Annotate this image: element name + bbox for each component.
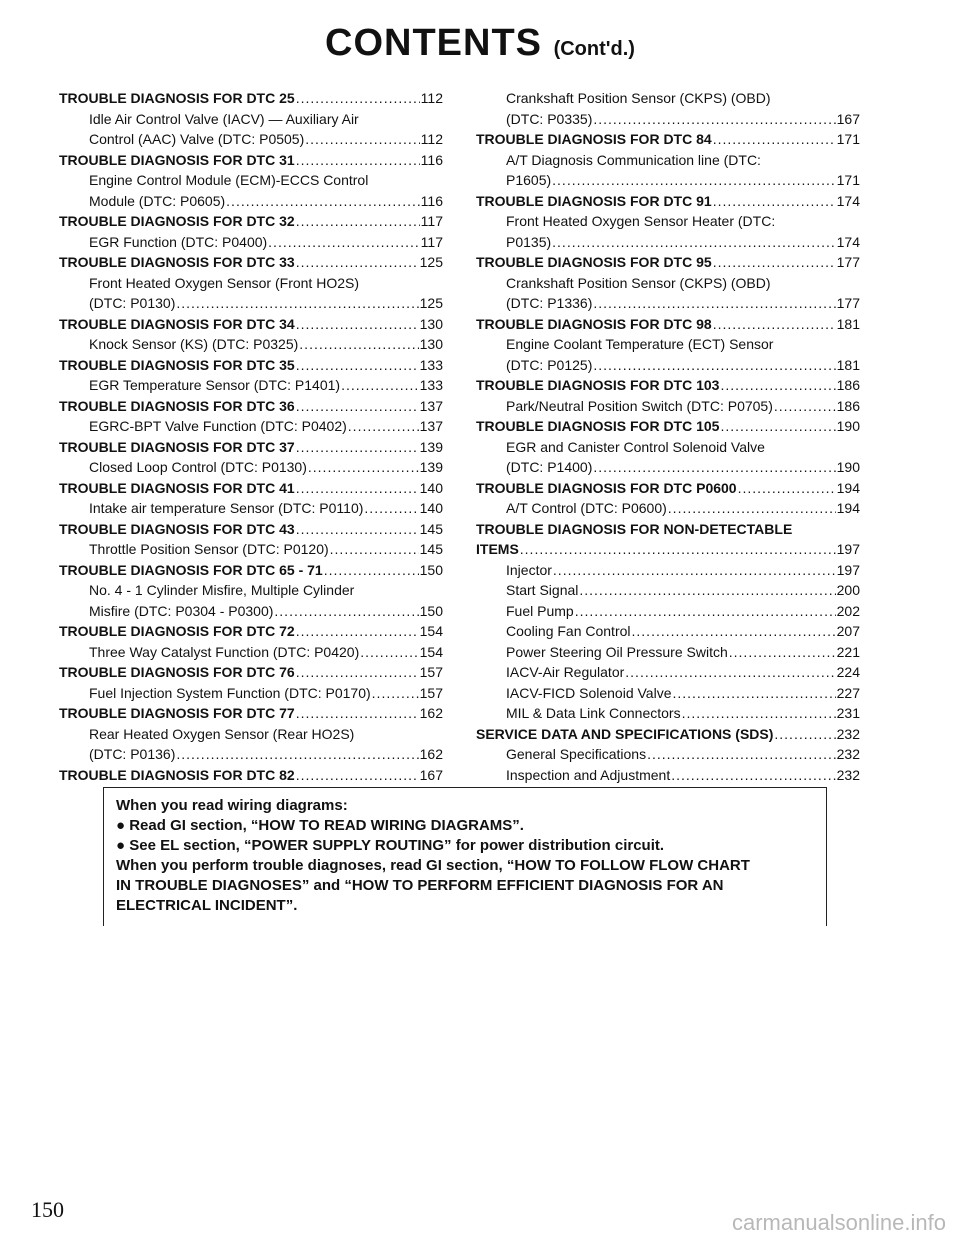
toc-page-number: 157 (419, 684, 443, 701)
toc-section-heading (476, 191, 860, 212)
toc-page-number: 181 (836, 356, 860, 373)
note-line: When you perform trouble diagnoses, read GI section, “HOW TO FOLLOW FLOW CHART (116, 857, 750, 874)
dot-leader (593, 293, 835, 314)
toc-entry (59, 416, 443, 437)
toc-entry-title: A/T Control (DTC: P0600) (506, 500, 667, 516)
toc-page-number: 202 (836, 602, 860, 619)
dot-leader (671, 765, 835, 786)
toc-entry-title: MIL & Data Link Connectors (506, 705, 681, 721)
dot-leader (176, 744, 418, 765)
toc-entry-title: TROUBLE DIAGNOSIS FOR DTC 43 (59, 520, 295, 537)
toc-section-heading (59, 396, 443, 417)
toc-section-heading (59, 150, 443, 171)
toc-entry-title: TROUBLE DIAGNOSIS FOR DTC 34 (59, 315, 295, 332)
toc-entry (476, 498, 860, 519)
toc-entry-title: Throttle Position Sensor (DTC: P0120) (89, 541, 329, 557)
toc-entry-title: TROUBLE DIAGNOSIS FOR DTC 77 (59, 705, 295, 721)
toc-entry-title: TROUBLE DIAGNOSIS FOR DTC 31 (59, 151, 295, 168)
toc-section-heading (476, 416, 860, 437)
dot-leader (579, 580, 835, 601)
toc-page-number: 194 (836, 500, 860, 516)
toc-entry-title: TROUBLE DIAGNOSIS FOR DTC 76 (59, 664, 295, 680)
toc-entry-title: TROUBLE DIAGNOSIS FOR DTC 35 (59, 356, 295, 373)
toc-entry-title: TROUBLE DIAGNOSIS FOR DTC 36 (59, 397, 295, 414)
toc-entry-title: Closed Loop Control (DTC: P0130) (89, 459, 307, 475)
toc-section-heading (476, 314, 860, 335)
toc-page-number: 207 (836, 623, 860, 639)
toc-section-heading (59, 662, 443, 683)
note-line: ● See EL section, “POWER SUPPLY ROUTING” for power distribution circuit. (116, 837, 665, 854)
dot-leader (593, 355, 835, 376)
toc-page-number: 221 (836, 643, 860, 660)
toc-section-heading (59, 355, 443, 376)
toc-section-heading (59, 252, 443, 273)
dot-leader (552, 232, 835, 253)
dot-leader (348, 416, 419, 437)
toc-entry-title: Start Signal (506, 582, 579, 598)
toc-section-heading (59, 88, 443, 109)
dot-leader (296, 88, 420, 109)
dot-leader (296, 621, 419, 642)
toc-entry (476, 621, 860, 642)
dot-leader (360, 642, 418, 663)
toc-entry-title: Control (AAC) Valve (DTC: P0505) (89, 131, 305, 147)
toc-page-number: 150 (419, 561, 443, 578)
toc-entry-title: A/T Diagnosis Communication line (DTC: (506, 151, 761, 168)
toc-entry-title: TROUBLE DIAGNOSIS FOR DTC 105 (476, 418, 720, 434)
toc-page-number: 116 (420, 192, 443, 209)
toc-page-number: 171 (836, 131, 860, 147)
page-title (0, 22, 960, 65)
toc-page-number: 197 (836, 561, 860, 578)
toc-entry-title: Knock Sensor (KS) (DTC: P0325) (89, 336, 299, 352)
toc-page-number: 174 (836, 192, 860, 209)
toc-page-number: 150 (419, 602, 443, 619)
toc-entry-title: (DTC: P1336) (506, 295, 593, 311)
toc-page-number: 162 (419, 746, 443, 762)
toc-section-heading (59, 211, 443, 232)
toc-entry (476, 744, 860, 765)
dot-leader (296, 437, 419, 458)
dot-leader (296, 703, 419, 724)
toc-page-number: 194 (836, 479, 860, 496)
toc-entry (59, 109, 443, 130)
toc-section-heading (476, 252, 860, 273)
toc-entry (476, 232, 860, 253)
toc-entry (59, 601, 443, 622)
toc-entry (59, 232, 443, 253)
toc-entry (476, 211, 860, 232)
toc-page-number: 162 (419, 705, 443, 721)
toc-page-number: 139 (419, 459, 443, 475)
toc-page-number: 197 (836, 541, 860, 557)
toc-page-number: 130 (419, 336, 443, 352)
toc-page-number: 174 (836, 233, 860, 250)
toc-page-number: 125 (419, 295, 443, 311)
toc-entry (476, 662, 860, 683)
toc-entry (476, 88, 860, 109)
toc-page-number: 112 (420, 131, 443, 147)
dot-leader (296, 478, 419, 499)
toc-section-heading (476, 519, 860, 540)
toc-entry-title: TROUBLE DIAGNOSIS FOR DTC 82 (59, 766, 295, 783)
toc-page-number: 186 (836, 377, 860, 393)
toc-entry-title: Cooling Fan Control (506, 623, 631, 639)
toc-entry-title: EGR Temperature Sensor (DTC: P1401) (89, 377, 341, 393)
toc-entry (59, 191, 443, 212)
toc-page-number: 112 (420, 90, 443, 106)
toc-section-heading (59, 519, 443, 540)
toc-entry-title: TROUBLE DIAGNOSIS FOR DTC 103 (476, 377, 720, 393)
toc-entry (476, 560, 860, 581)
toc-page-number: 130 (419, 315, 443, 332)
toc-entry (476, 170, 860, 191)
dot-leader (274, 601, 418, 622)
toc-entry-title: EGR Function (DTC: P0400) (89, 233, 268, 250)
dot-leader (296, 314, 419, 335)
dot-leader (593, 457, 835, 478)
toc-entry-title: TROUBLE DIAGNOSIS FOR DTC 37 (59, 438, 295, 455)
toc-entry-title: TROUBLE DIAGNOSIS FOR DTC 95 (476, 254, 712, 270)
dot-leader (682, 703, 836, 724)
dot-leader (774, 396, 836, 417)
toc-entry (476, 765, 860, 786)
toc-section-heading (476, 375, 860, 396)
toc-entry (476, 437, 860, 458)
toc-entry-title: (DTC: P0136) (89, 746, 176, 762)
dot-leader (552, 170, 835, 191)
toc-entry (476, 642, 860, 663)
toc-entry-title: (DTC: P0130) (89, 295, 176, 311)
toc-page-number: 140 (419, 479, 443, 496)
toc-entry-title: Fuel Injection System Function (DTC: P0170) (89, 684, 371, 701)
toc-section-heading (59, 437, 443, 458)
toc-entry (59, 457, 443, 478)
toc-page-number: 181 (836, 315, 860, 332)
dot-leader (296, 765, 419, 786)
dot-leader (296, 355, 419, 376)
toc-page-number: 232 (836, 766, 860, 783)
toc-page-number: 167 (836, 110, 860, 127)
toc-page-number: 140 (419, 500, 443, 516)
dot-leader (625, 662, 835, 683)
toc-entry-title: Crankshaft Position Sensor (CKPS) (OBD) (506, 90, 771, 106)
toc-page-number: 177 (836, 254, 860, 270)
toc-entry-title: TROUBLE DIAGNOSIS FOR DTC 65 - 71 (59, 561, 323, 578)
toc-page-number: 177 (836, 295, 860, 311)
toc-section-heading (59, 560, 443, 581)
dot-leader (738, 478, 836, 499)
toc-entry-title: TROUBLE DIAGNOSIS FOR DTC 32 (59, 213, 295, 229)
toc-page-number: 133 (419, 377, 443, 393)
dot-leader (299, 334, 418, 355)
toc-page-number: 117 (420, 233, 443, 250)
toc-entry-title: SERVICE DATA AND SPECIFICATIONS (SDS) (476, 725, 774, 742)
toc-page-number: 186 (836, 397, 860, 414)
toc-entry (59, 170, 443, 191)
toc-entry-title: EGR and Canister Control Solenoid Valve (506, 438, 765, 455)
toc-page-number: 154 (419, 643, 443, 660)
dot-leader (305, 129, 419, 150)
toc-entry-title: (DTC: P0125) (506, 356, 593, 373)
toc-entry-title: Three Way Catalyst Function (DTC: P0420) (89, 643, 360, 660)
toc-section-heading (59, 314, 443, 335)
toc-section-heading (59, 478, 443, 499)
toc-entry-title: TROUBLE DIAGNOSIS FOR DTC 25 (59, 90, 295, 106)
toc-page-number: 145 (419, 520, 443, 537)
toc-entry (476, 273, 860, 294)
dot-leader (720, 375, 835, 396)
dot-leader (324, 560, 419, 581)
toc-entry (59, 642, 443, 663)
note-line: ● Read GI section, “HOW TO READ WIRING DIAGRAMS”. (116, 817, 524, 834)
toc-entry-title: IACV-FICD Solenoid Valve (506, 684, 672, 701)
dot-leader (593, 109, 835, 130)
toc-entry (476, 293, 860, 314)
dot-leader (176, 293, 418, 314)
toc-page-number: 190 (836, 418, 860, 434)
toc-entry (476, 601, 860, 622)
dot-leader (226, 191, 420, 212)
toc-entry-title: TROUBLE DIAGNOSIS FOR DTC 72 (59, 623, 295, 639)
toc-section-heading (59, 621, 443, 642)
toc-entry-title: No. 4 - 1 Cylinder Misfire, Multiple Cylinder (89, 582, 355, 598)
toc-entry-title: (DTC: P0335) (506, 110, 593, 127)
toc-entry (476, 355, 860, 376)
dot-leader (268, 232, 420, 253)
toc-entry-title: TROUBLE DIAGNOSIS FOR DTC 91 (476, 192, 712, 209)
toc-entry-title: P1605) (506, 172, 552, 188)
toc-entry (476, 334, 860, 355)
toc-entry-title: Crankshaft Position Sensor (CKPS) (OBD) (506, 274, 771, 291)
toc-page-number: 200 (836, 582, 860, 598)
dot-leader (296, 662, 419, 683)
toc-entry-title: Idle Air Control Valve (IACV) — Auxiliary Air (89, 110, 359, 127)
toc-page-number: 116 (420, 151, 443, 168)
toc-entry-title: TROUBLE DIAGNOSIS FOR DTC P0600 (476, 479, 737, 496)
toc-entry (59, 334, 443, 355)
dot-leader (364, 498, 418, 519)
toc-entry-title: EGRC-BPT Valve Function (DTC: P0402) (89, 418, 347, 434)
title-main: CONTENTS (325, 22, 543, 64)
dot-leader (729, 642, 836, 663)
toc-section-heading (59, 703, 443, 724)
toc-entry (59, 580, 443, 601)
toc-entry (476, 396, 860, 417)
title-subtitle: (Cont'd.) (553, 38, 635, 60)
note-line: When you read wiring diagrams: (116, 797, 348, 814)
toc-entry-title: Rear Heated Oxygen Sensor (Rear HO2S) (89, 725, 355, 742)
toc-entry-title: TROUBLE DIAGNOSIS FOR DTC 33 (59, 254, 295, 270)
toc-entry-title: Engine Control Module (ECM)-ECCS Control (89, 172, 369, 188)
dot-leader (296, 252, 419, 273)
dot-leader (372, 683, 419, 704)
toc-entry (59, 375, 443, 396)
toc-page-number: 154 (419, 623, 443, 639)
dot-leader (774, 724, 835, 745)
toc-page-number: 139 (419, 438, 443, 455)
toc-entry (59, 744, 443, 765)
dot-leader (713, 129, 836, 150)
toc-entry-title: ITEMS (476, 541, 519, 557)
toc-entry-title: TROUBLE DIAGNOSIS FOR DTC 98 (476, 315, 712, 332)
toc-entry (476, 683, 860, 704)
toc-page-number: 145 (419, 541, 443, 557)
dot-leader (647, 744, 836, 765)
toc-entry-title: TROUBLE DIAGNOSIS FOR DTC 84 (476, 131, 712, 147)
toc-entry (476, 457, 860, 478)
dot-leader (575, 601, 836, 622)
toc-entry (59, 273, 443, 294)
watermark: carmanualsonline.info (731, 1210, 946, 1235)
toc-entry-title: (DTC: P1400) (506, 459, 593, 475)
toc-page-number: 125 (419, 254, 443, 270)
toc-left-column (59, 88, 443, 785)
toc-entry (59, 724, 443, 745)
dot-leader (720, 416, 835, 437)
toc-page-number: 232 (836, 725, 860, 742)
toc-entry-title: Fuel Pump (506, 602, 574, 619)
toc-entry (476, 109, 860, 130)
toc-entry (59, 293, 443, 314)
toc-page-number: 231 (836, 705, 860, 721)
toc-page-number: 224 (836, 664, 860, 680)
toc-section-heading (476, 478, 860, 499)
toc-page-number: 227 (836, 684, 860, 701)
dot-leader (632, 621, 836, 642)
toc-page-number: 117 (420, 213, 443, 229)
dot-leader (308, 457, 419, 478)
dot-leader (713, 191, 836, 212)
toc-page-number: 171 (836, 172, 860, 188)
toc-page-number: 157 (419, 664, 443, 680)
toc-entry-title: Engine Coolant Temperature (ECT) Sensor (506, 336, 774, 352)
toc-entry (59, 498, 443, 519)
dot-leader (713, 252, 836, 273)
toc-entry-title: Front Heated Oxygen Sensor Heater (DTC: (506, 213, 776, 229)
toc-entry-title: General Specifications (506, 746, 647, 762)
toc-entry (476, 703, 860, 724)
toc-entry-title: Park/Neutral Position Switch (DTC: P0705) (506, 397, 773, 414)
dot-leader (296, 396, 419, 417)
toc-entry (59, 129, 443, 150)
toc-right-column (476, 88, 860, 785)
page-number: 150 (31, 1197, 64, 1222)
toc-page-number: 133 (419, 356, 443, 373)
toc-page-number: 167 (419, 766, 443, 783)
dot-leader (296, 150, 420, 171)
dot-leader (553, 560, 836, 581)
toc-entry (59, 539, 443, 560)
dot-leader (296, 211, 420, 232)
toc-section-heading (59, 765, 443, 786)
toc-entry-title: Front Heated Oxygen Sensor (Front HO2S) (89, 274, 359, 291)
toc-entry-title: IACV-Air Regulator (506, 664, 625, 680)
toc-entry-title: Intake air temperature Sensor (DTC: P0110) (89, 500, 364, 516)
toc-entry-title: TROUBLE DIAGNOSIS FOR DTC 41 (59, 479, 295, 496)
toc-entry (59, 683, 443, 704)
toc-page-number: 190 (836, 459, 860, 475)
toc-section-heading (476, 539, 860, 560)
toc-entry-title: Module (DTC: P0605) (89, 192, 226, 209)
toc-section-heading (476, 129, 860, 150)
toc-entry-title: Misfire (DTC: P0304 - P0300) (89, 602, 274, 619)
toc-entry-title: P0135) (506, 233, 552, 250)
toc-entry-title: Inspection and Adjustment (506, 766, 671, 783)
dot-leader (341, 375, 419, 396)
dot-leader (330, 539, 419, 560)
note-line: ELECTRICAL INCIDENT”. (116, 897, 298, 914)
toc-page-number: 137 (419, 418, 443, 434)
toc-entry (476, 580, 860, 601)
note-line: IN TROUBLE DIAGNOSES” and “HOW TO PERFORM EFFICIENT DIAGNOSIS FOR AN (116, 877, 724, 894)
dot-leader (672, 683, 835, 704)
toc-page-number: 137 (419, 397, 443, 414)
dot-leader (713, 314, 836, 335)
toc-entry-title: Power Steering Oil Pressure Switch (506, 643, 728, 660)
toc-entry-title: TROUBLE DIAGNOSIS FOR NON-DETECTABLE (476, 520, 793, 537)
toc-section-heading (476, 724, 860, 745)
wiring-note-box (103, 787, 827, 926)
toc-page-number: 232 (836, 746, 860, 762)
toc-entry-title: Injector (506, 561, 552, 578)
dot-leader (520, 539, 836, 560)
toc-entry (476, 150, 860, 171)
dot-leader (296, 519, 419, 540)
dot-leader (668, 498, 836, 519)
